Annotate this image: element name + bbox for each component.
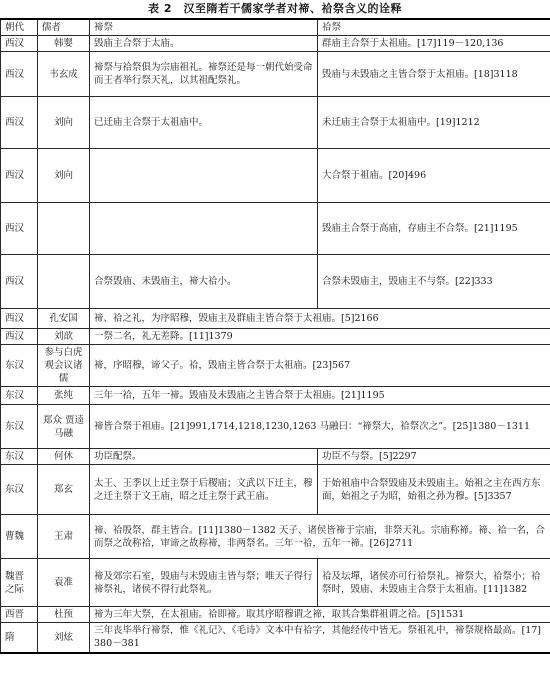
header-di: 禘祭 <box>90 19 318 36</box>
cell-xia: 祫及坛墠，诸侯亦可行祫祭礼。禘祭大，祫祭小；祫祭时，毁庙、未毁庙主合祭于太祖庙。[11]1382 <box>318 559 550 607</box>
table-row <box>1 36 550 52</box>
cell-merged: 禘、祫殷祭，群主皆合。[11]1380－1382 天子、诸侯皆禘于宗庙，非祭天礼。宗庙称禘。禘、祫一名，合而祭之故称祫，审谛之故称禘，非两祭名。三年一祫，五年一禘。[26]2711 <box>90 515 550 559</box>
cell-scholar: 郑玄 <box>38 465 90 515</box>
cell-merged: 三年丧毕举行禘祭，惟《礼记》、《毛诗》文本中有祫字，其他经传中皆无。祭祖礼中，禘祭规格最高。[17]380－381 <box>90 623 550 653</box>
cell-scholar: 韩婴 <box>38 36 90 52</box>
cell-scholar: 韦玄成 <box>38 52 90 97</box>
table-row <box>1 97 550 149</box>
cell-scholar <box>38 255 90 309</box>
cell-dynasty: 东汉 <box>1 449 38 465</box>
cell-xia: 合祭未毁庙主，毁庙主不与祭。[22]333 <box>318 255 550 309</box>
cell-dynasty: 东汉 <box>1 465 38 515</box>
cell-di: 已迁庙主合祭于太祖庙中。 <box>90 97 318 149</box>
cell-scholar: 刘歆 <box>38 329 90 345</box>
cell-xia: 未迁庙主合祭于太祖庙中。[19]1212 <box>318 97 550 149</box>
table-row <box>1 203 550 255</box>
table-row <box>1 387 550 405</box>
cell-dynasty: 西晋 <box>1 607 38 623</box>
cell-dynasty: 西汉 <box>1 309 38 329</box>
cell-xia: 大合祭于祖庙。[20]496 <box>318 149 550 203</box>
cell-di <box>90 149 318 203</box>
cell-dynasty: 东汉 <box>1 405 38 449</box>
cell-scholar: 王肃 <box>38 515 90 559</box>
table-row <box>1 255 550 309</box>
cell-dynasty: 西汉 <box>1 149 38 203</box>
table-row <box>1 465 550 515</box>
cell-scholar: 孔安国 <box>38 309 90 329</box>
table-row <box>1 623 550 653</box>
table-row <box>1 607 550 623</box>
interpretation-table <box>0 18 550 654</box>
cell-merged: 禘皆合祭于祖庙。[21]991,1714,1218,1230,1263 马融曰：“禘祭大，祫祭次之”。[25]1380－1311 <box>90 405 550 449</box>
cell-scholar: 何休 <box>38 449 90 465</box>
cell-dynasty: 西汉 <box>1 203 38 255</box>
cell-di <box>90 203 318 255</box>
table-row <box>1 449 550 465</box>
header-row <box>1 19 550 36</box>
table-row <box>1 405 550 449</box>
header-xia: 祫祭 <box>318 19 550 36</box>
table-row <box>1 559 550 607</box>
cell-dynasty: 西汉 <box>1 36 38 52</box>
table-row <box>1 149 550 203</box>
cell-di: 太王、王季以上迁主祭于后稷庙；文武以下迁主，穆之迁主祭于文王庙，昭之迁主祭于武王庙。 <box>90 465 318 515</box>
cell-dynasty: 东汉 <box>1 387 38 405</box>
table-row <box>1 329 550 345</box>
cell-di: 禘祭与祫祭俱为宗庙祖礼。禘祭还是每一朝代始受命而王者举行祭天礼，以其祖配祭礼。 <box>90 52 318 97</box>
header-scholar: 儒者 <box>38 19 90 36</box>
header-dynasty: 朝代 <box>1 19 38 36</box>
table-row <box>1 345 550 387</box>
cell-scholar: 袁准 <box>38 559 90 607</box>
cell-dynasty: 东汉 <box>1 345 38 387</box>
cell-dynasty: 隋 <box>1 623 38 653</box>
cell-dynasty: 西汉 <box>1 97 38 149</box>
table-row <box>1 309 550 329</box>
cell-dynasty: 魏晋之际 <box>1 559 38 607</box>
cell-dynasty: 西汉 <box>1 52 38 97</box>
cell-xia: 毁庙与未毁庙之主皆合祭于太祖庙。[18]3118 <box>318 52 550 97</box>
cell-di: 毁庙主合祭于太庙。 <box>90 36 318 52</box>
cell-di: 合祭毁庙、未毁庙主，禘大祫小。 <box>90 255 318 309</box>
cell-dynasty: 西汉 <box>1 255 38 309</box>
cell-merged: 禘，序昭穆，谛父子。祫，毁庙主皆合祭于太祖庙。[23]567 <box>90 345 550 387</box>
cell-xia: 群庙主合祭于太祖庙。[17]119－120,136 <box>318 36 550 52</box>
cell-merged: 一祭二名，礼无差降。[11]1379 <box>90 329 550 345</box>
cell-xia: 毁庙主合祭于高庙，存庙主不合祭。[21]1195 <box>318 203 550 255</box>
cell-merged: 禘为三年大祭，在太祖庙。祫即禘。取其序昭穆谓之禘，取其合集群祖谓之祫。[5]1531 <box>90 607 550 623</box>
table-row <box>1 52 550 97</box>
cell-scholar: 刘炫 <box>38 623 90 653</box>
cell-scholar: 刘向 <box>38 149 90 203</box>
cell-scholar <box>38 203 90 255</box>
cell-dynasty: 曹魏 <box>1 515 38 559</box>
cell-scholar: 杜预 <box>38 607 90 623</box>
cell-dynasty: 西汉 <box>1 329 38 345</box>
cell-scholar: 参与白虎观会议诸儒 <box>38 345 90 387</box>
cell-di: 禘及郊宗石室，毁庙与未毁庙主皆与祭；唯天子得行禘祭礼，诸侯不得行此祭礼。 <box>90 559 318 607</box>
cell-scholar: 郑众 贾逵 马融 <box>38 405 90 449</box>
cell-scholar: 张纯 <box>38 387 90 405</box>
cell-merged: 三年一祫，五年一禘。毁庙及未毁庙之主皆合祭于太祖庙。[21]1195 <box>90 387 550 405</box>
cell-xia: 功臣不与祭。[5]2297 <box>318 449 550 465</box>
cell-merged: 禘、祫之礼，为序昭穆，毁庙主及群庙主皆合祭于太祖庙。[5]2166 <box>90 309 550 329</box>
table-caption: 表 2 汉至隋若干儒家学者对禘、祫祭含义的诠释 <box>148 2 402 15</box>
table-row <box>1 515 550 559</box>
cell-di: 功臣配祭。 <box>90 449 318 465</box>
cell-scholar: 刘向 <box>38 97 90 149</box>
cell-xia: 于始祖庙中合祭毁庙及未毁庙主。始祖之主在西方东面，始祖之子为昭，始祖之孙为穆。[5]3357 <box>318 465 550 515</box>
